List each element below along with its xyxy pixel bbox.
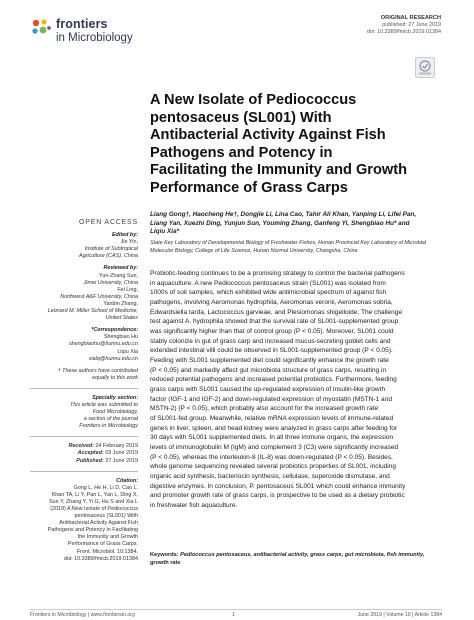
footer-issue-info: June 2019 | Volume 10 | Article 1384 [357,612,442,618]
reviewer-name: Fei Ling, [117,286,138,293]
abstract-line: Feeding with SL001 supplemented diet could significantly enhance the growth rate [150,357,389,365]
abstract-line: reduced potential pathogens and increased potential probiotics. Furthermore, feeding [150,376,397,384]
keywords-list: Pediococcus pentosaceus, antibacterial activity, grass carps, gut microbiota, fish immunity, [180,552,425,558]
title-line: A New Isolate of Pediococcus [150,92,357,108]
page-number: 1 [232,612,235,618]
keywords-line [150,559,442,567]
specialty-line: This article was submitted to [69,401,138,408]
citation-line: pentosaceus (SL001) With [74,513,138,520]
citation-line: (2019) A New Isolate of Pediococcus [50,506,138,512]
check-icon [416,58,434,77]
abstract-line: stably colonize in gut of grass carp and increased mucus-secreting goblet cells and [150,337,391,345]
keywords-list-cont: growth rate [150,560,181,566]
keywords-label: Keywords: [150,552,179,558]
abstract-line: 1000s of soil samples, which exhibited wide antimicrobial spectrum of against fish [150,289,387,297]
abstract-line: in freshwater fish aquaculture. [150,502,238,510]
abstract-line: (P < 0.05) and markedly affect gut microbiota structure of grass carps, resulting in [150,366,387,374]
specialty-line: Food Microbiology, [92,409,138,416]
logo-journal-name: in Microbiology [56,32,133,44]
reviewer-affiliation: United States [105,315,138,322]
abstract-line: of SL001-fed group. Meanwhile, relative mRNA expression levels of immune-related [150,415,394,423]
author-line: Liang Yan, Xuezhi Ding, Yunjun Sun, Youming Zhang, Ganfeng Yi, Shengbiao Hu* and [150,219,410,227]
abstract-line: pathogens, involving Aeromonas hydrophila, Aeromonas veronii, Aeromonas sobria, [150,299,393,307]
title-line: Performance of Grass Carps [150,179,348,196]
equal-contribution-note [30,368,138,382]
received-date: Received: 24 February 2019 [68,443,138,450]
keywords-line [150,551,442,559]
note-line: † These authors have contributed [57,367,138,374]
editor-affiliation: Institute of Subtropical [84,246,138,253]
journal-logo[interactable] [30,15,150,49]
abstract-line: extended intestinal villi could be observed in SL001-supplemented group (P < 0.05). [150,347,393,355]
editor-affiliation: Agriculture (CAS), China [78,253,138,260]
sidebar [30,219,138,568]
citation [30,478,138,563]
citation-heading: Citation: [116,477,138,484]
open-access-label: OPEN ACCESS [79,219,138,226]
citation-line: Antibacterial Activity Against Fish [59,520,138,527]
citation-line: Sun Y, Zhang Y, Yi G, Hu S and Xia L [49,498,138,505]
author-line: Liqiu Xia* [150,228,180,236]
specialty-line: Frontiers in Microbiology [79,423,138,430]
abstract-line: and promoter growth rate of grass carps, is prospective to be used as a dietary probiotic [150,492,405,500]
correspondence [30,327,138,362]
abstract-line: digestive enzymes. In conclusion, P. pentosaceus SL001 which could enhance immunity [150,482,406,490]
email-link[interactable]: xialq@hunnu.edu.cn [88,355,138,362]
logo-dot [47,26,51,30]
abstract-line: Edwardsiella tarda, Lactococcus garvieae, and Plesiomonas shigelloide. The challenge [150,308,403,316]
title-line: Pathogens and Potency in [150,144,333,161]
sidebar-divider [30,388,138,389]
note-line: equally to this work [92,374,138,381]
footer-divider [30,609,442,610]
citation-line: Performance of Grass Carps. [67,541,138,548]
reviewer-affiliation: Leonard M. Miller School of Medicine, [47,308,138,315]
abstract-line: whole genome sequencing revealed several probiotics properties of SL001, including [150,463,397,471]
abstract-line: in aquaculture. A new Pediococcus pentosaceus strain (SL001) was isolated from [150,279,386,287]
reviewed-by [30,265,138,322]
reviewer-name: Yanbin Zhang, [103,300,138,307]
title-line: Facilitating the Immunity and Growth [150,162,408,178]
footer-journal-link[interactable]: Frontiers in Microbiology | www.frontiersin.org [30,612,135,618]
abstract [150,269,442,511]
check-for-updates-icon[interactable] [415,57,435,78]
citation-doi[interactable]: doi: 10.3389/fmicb.2019.01384 [63,555,138,562]
accepted-date: Accepted: 03 June 2019 [77,450,138,457]
citation-line: the Immunity and Growth [77,534,138,541]
correspondence-heading: *Correspondence: [91,327,138,334]
keywords [150,551,442,567]
corresponding-author: Shengbiao Hu [103,334,138,341]
reviewer-affiliation: Northwest A&F University, China [60,293,138,300]
logo-dot [41,19,46,24]
abstract-line: was significantly higher than that of control group (P < 0.05). Moreover, SL001 could [150,328,394,336]
abstract-line: MSTN-2) (P < 0.05), which probably also account for the increased growth rate [150,405,379,413]
article-meta [367,15,441,36]
affiliation-line: Molecular Biology, College of Life Science, Hunan Normal University, Changsha, China [150,247,358,254]
citation-line: Khan TA, Li Y, Pan L, Yan L, Ding X, [51,491,138,498]
affiliation-line: State Key Laboratory of Developmental Biology of Freshwater Fishes, Hunan Provincial Key Laboratory of Microbial [150,240,426,246]
reviewer-name: Yun-Zhang Sun, [99,272,138,279]
abstract-line: test against A. hydrophila showed that the survival rate of SL001-supplemented group [150,318,399,326]
article-doi[interactable]: doi: 10.3389/fmicb.2019.01384 [366,29,441,35]
logo-wordmark: frontiers [56,17,108,31]
article-title [150,92,442,197]
title-line: Antibacterial Activity Against Fish [150,127,386,143]
abstract-line: (P < 0.05), whereas the interleukin-8 (IL-8) was down-regulated (P < 0.05). Besides, [150,453,393,461]
abstract-line: levels of immunoglobulin M (IgM) and complement 3 (C3) were significantly increased [150,444,399,452]
logo-dot [32,28,37,33]
citation-line: Pathogens and Potency in Facilitating [47,527,138,534]
email-link[interactable]: shengbiaohu@hunnu.edu.cn [68,341,138,348]
article-type: ORIGINAL RESEARCH [380,15,441,21]
specialty-heading: Specialty section: [92,394,138,401]
specialty-line: a section of the journal [83,416,138,423]
author-line: Liang Gong†, Haocheng He†, Dongjie Li, Lina Cao, Tahir Ali Khan, Yanping Li, Lifei Pan, [150,211,417,218]
logo-dot [40,27,47,34]
frontiers-logo-icon [30,17,52,39]
abstract-line: grass carps with SL001 caused the up-regulated expression of insulin-like growth [150,386,386,394]
specialty-section [30,395,138,430]
sidebar-divider [30,471,138,472]
article-dates [30,443,138,464]
citation-line: Gong L, He H, Li D, Cao L, [73,484,138,491]
reviewer-affiliation: Jimei University, China [83,279,138,286]
title-line: pentosaceus (SL001) With [150,109,332,126]
author-list [150,211,442,237]
editor-name: Jie Yin, [120,239,138,246]
edited-by-heading: Edited by: [111,232,138,239]
published-date: published: 27 June 2019 [382,22,441,28]
abstract-line: factor (IGF-1 and IGF-2) and down-regulated expression of myostatin (MSTN-1 and [150,395,392,403]
published-date-sidebar: Published: 27 June 2019 [76,457,138,464]
abstract-line: organic acid synthesis, bacteriocin synthesis, cellulase, superoxide dismutase, and [150,473,390,481]
abstract-line: Probiotic-feeding continues to be a promising strategy to control the bacterial pathogens [150,270,405,277]
logo-dot [33,20,39,26]
abstract-line: 30 days with SL001 supplemented diets. In all three immune organs, the expression [150,434,394,442]
abstract-line: genes in liver, spleen, and head kidney were analyzed in grass carps after feeding for [150,424,398,432]
affiliation [150,240,442,256]
edited-by [30,232,138,260]
sidebar-divider [30,436,138,437]
reviewed-by-heading: Reviewed by: [103,265,138,272]
citation-line: Front. Microbiol. 10:1384. [76,548,138,555]
corresponding-author: Liqiu Xia [117,348,138,355]
